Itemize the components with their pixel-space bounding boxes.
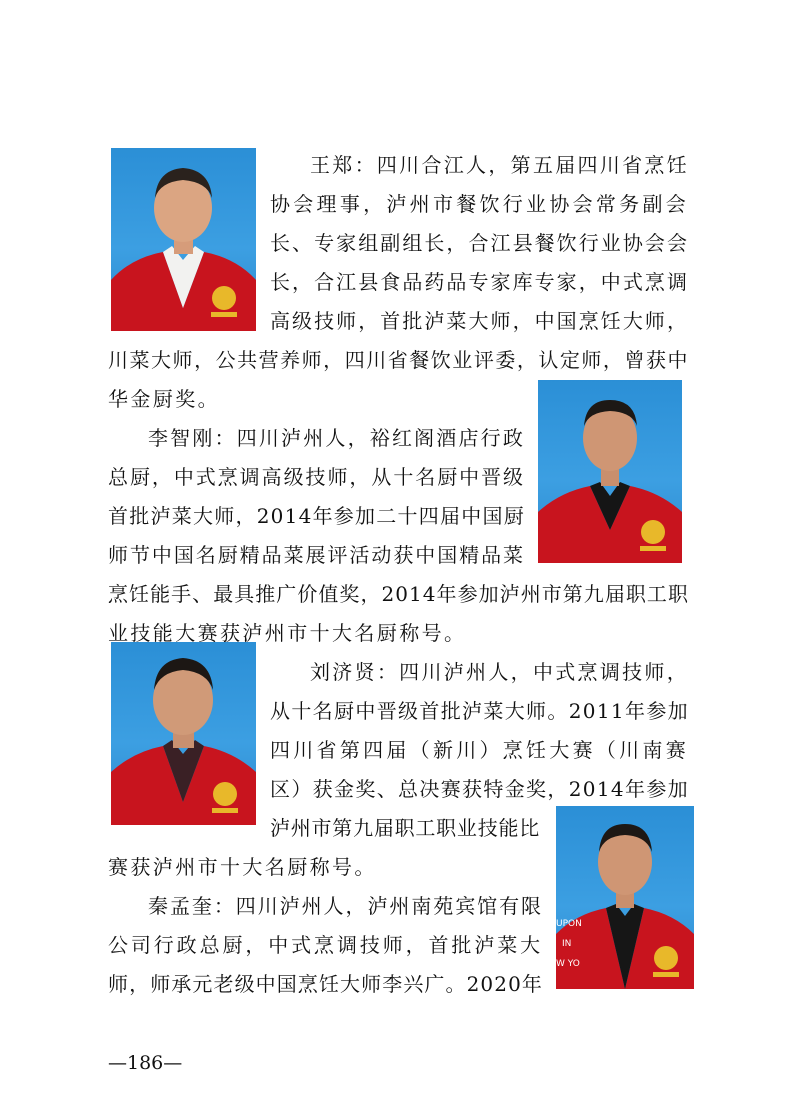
profile-line: 秦孟奎：四川泸州人，泸州南苑宾馆有限 <box>148 894 543 918</box>
portrait-liu-jixian <box>111 642 256 825</box>
profile-line: 师节中国名厨精品菜展评活动获中国精品菜 <box>108 543 525 567</box>
shirt-text-1: UPON <box>556 919 582 929</box>
profile-line: 刘济贤：四川泸州人，中式烹调技师， <box>310 660 689 684</box>
profile-line: 赛获泸州市十大名厨称号。 <box>108 855 377 879</box>
profile-line: 总厨，中式烹调高级技师，从十名厨中晋级 <box>108 465 525 489</box>
portrait-qin-mengkui <box>556 806 694 989</box>
shirt-text-2: IN <box>562 939 572 949</box>
portrait-wang-zheng <box>111 148 256 331</box>
profile-line: 长、专家组副组长，合江县餐饮行业协会会 <box>270 231 689 255</box>
profile-line: 高级技师，首批泸菜大师，中国烹饪大师， <box>270 309 689 333</box>
profile-line: 四川省第四届（新川）烹饪大赛（川南赛 <box>270 738 689 762</box>
profile-line: 师，师承元老级中国烹饪大师李兴广。2020年 <box>108 972 543 996</box>
profile-line: 泸州市第九届职工职业技能比 <box>270 816 540 840</box>
portrait-li-zhigang <box>538 380 682 563</box>
profile-line: 从十名厨中晋级首批泸菜大师。2011年参加 <box>270 699 689 723</box>
page-number: —186— <box>108 1052 183 1074</box>
profile-line: 协会理事，泸州市餐饮行业协会常务副会 <box>270 192 689 216</box>
profile-line: 川菜大师，公共营养师，四川省餐饮业评委，认定师，曾获中 <box>108 348 689 372</box>
profile-line: 华金厨奖。 <box>108 387 220 411</box>
profile-line: 业技能大赛获泸州市十大名厨称号。 <box>108 621 467 645</box>
profile-line: 烹饪能手、最具推广价值奖，2014年参加泸州市第九届职工职 <box>108 582 689 606</box>
profile-line: 李智刚：四川泸州人，裕红阁酒店行政 <box>148 426 525 450</box>
profile-line: 区）获金奖、总决赛获特金奖，2014年参加 <box>270 777 689 801</box>
profile-line: 长，合江县食品药品专家库专家，中式烹调 <box>270 270 689 294</box>
profile-line: 王郑：四川合江人，第五届四川省烹饪 <box>310 153 689 177</box>
profile-line: 公司行政总厨，中式烹调技师，首批泸菜大 <box>108 933 543 957</box>
profile-line: 首批泸菜大师，2014年参加二十四届中国厨 <box>108 504 525 528</box>
shirt-text-3: W YO <box>556 959 580 969</box>
